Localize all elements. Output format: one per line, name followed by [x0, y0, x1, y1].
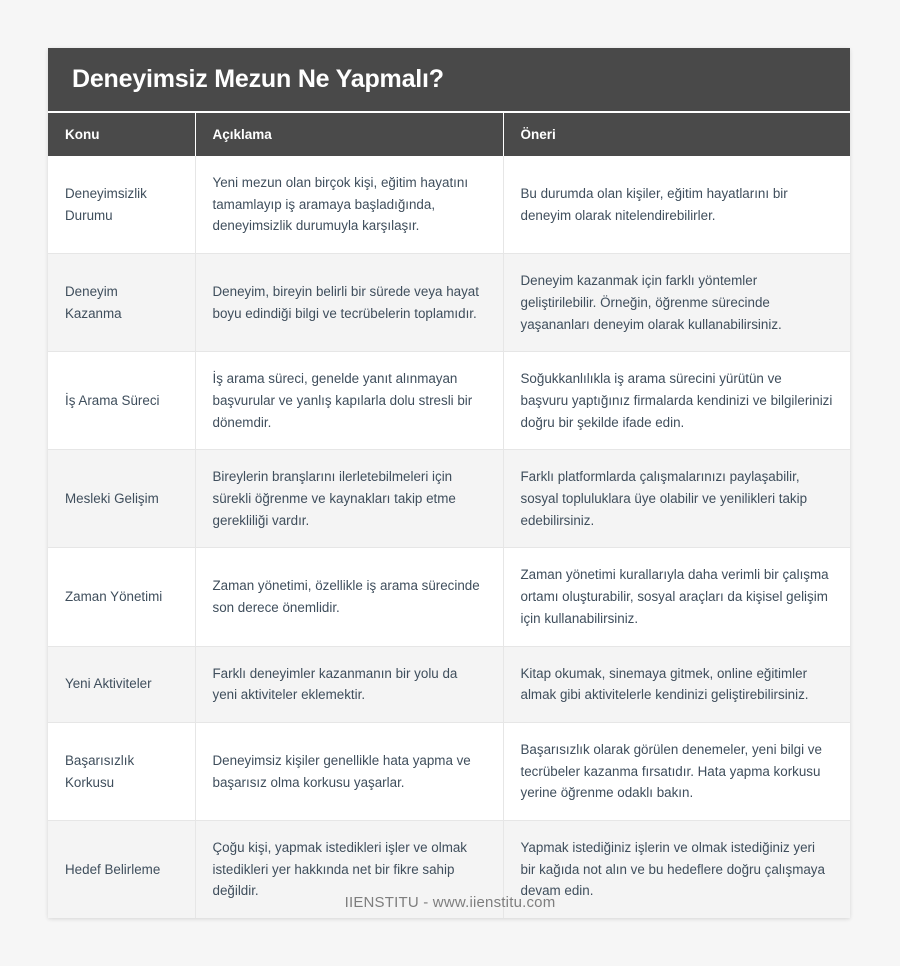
page-title: Deneyimsiz Mezun Ne Yapmalı? — [72, 65, 444, 93]
cell-oneri: Deneyim kazanmak için farklı yöntemler geliştirilebilir. Örneğin, öğrenme sürecinde yaşananları deneyim olarak kullanabilirsiniz. — [503, 254, 850, 352]
cell-oneri: Zaman yönetimi kurallarıyla daha verimli bir çalışma ortamı oluşturabilir, sosyal araçları da kişisel gelişim için kullanabilirsiniz. — [503, 548, 850, 646]
table-row — [48, 156, 850, 254]
cell-aciklama: Zaman yönetimi, özellikle iş arama sürecinde son derece önemlidir. — [195, 548, 503, 646]
table-header — [48, 112, 850, 156]
cell-aciklama: Bireylerin branşlarını ilerletebilmeleri için sürekli öğrenme ve kaynakları takip etme gerekliliği vardır. — [195, 450, 503, 548]
cell-oneri: Kitap okumak, sinemaya gitmek, online eğitimler almak gibi aktivitelerle kendinizi geliştirebilirsiniz. — [503, 646, 850, 722]
column-header-aciklama: Açıklama — [195, 112, 503, 156]
cell-oneri: Bu durumda olan kişiler, eğitim hayatlarını bir deneyim olarak nitelendirebilirler. — [503, 156, 850, 254]
infographic-card — [48, 48, 850, 918]
table-row — [48, 254, 850, 352]
title-bar — [48, 48, 850, 111]
cell-oneri: Başarısızlık olarak görülen denemeler, yeni bilgi ve tecrübeler kazanma fırsatıdır. Hata yapma korkusu yerine öğrenme odaklı bakın. — [503, 722, 850, 820]
cell-oneri: Yapmak istediğiniz işlerin ve olmak istediğiniz yeri bir kağıda not alın ve bu hedeflere doğru çalışmaya devam edin. — [503, 821, 850, 919]
cell-konu: Hedef Belirleme — [48, 821, 195, 919]
cell-aciklama: Yeni mezun olan birçok kişi, eğitim hayatını tamamlayıp iş aramaya başladığında, deneyimsizlik durumuyla karşılaşır. — [195, 156, 503, 254]
table-row — [48, 352, 850, 450]
cell-konu: İş Arama Süreci — [48, 352, 195, 450]
cell-konu: Mesleki Gelişim — [48, 450, 195, 548]
table-body — [48, 156, 850, 918]
table-row — [48, 548, 850, 646]
cell-aciklama: Çoğu kişi, yapmak istedikleri işler ve olmak istedikleri yer hakkında net bir fikre sahip değildir. — [195, 821, 503, 919]
cell-konu: Zaman Yönetimi — [48, 548, 195, 646]
table-row — [48, 450, 850, 548]
table-header-row — [48, 112, 850, 156]
table-row — [48, 722, 850, 820]
cell-aciklama: İş arama süreci, genelde yanıt alınmayan başvurular ve yanlış kapılarla dolu stresli bir dönemdir. — [195, 352, 503, 450]
column-header-oneri: Öneri — [503, 112, 850, 156]
cell-oneri: Farklı platformlarda çalışmalarınızı paylaşabilir, sosyal topluluklara üye olabilir ve yenilikleri takip edebilirsiniz. — [503, 450, 850, 548]
content-table — [48, 111, 850, 918]
cell-aciklama: Deneyim, bireyin belirli bir sürede veya hayat boyu edindiği bilgi ve tecrübelerin toplamıdır. — [195, 254, 503, 352]
cell-aciklama: Deneyimsiz kişiler genellikle hata yapma ve başarısız olma korkusu yaşarlar. — [195, 722, 503, 820]
cell-aciklama: Farklı deneyimler kazanmanın bir yolu da yeni aktiviteler eklemektir. — [195, 646, 503, 722]
cell-konu: Deneyim Kazanma — [48, 254, 195, 352]
footer-attribution: IIENSTITU - www.iienstitu.com — [344, 894, 556, 911]
table-row — [48, 646, 850, 722]
column-header-konu: Konu — [48, 112, 195, 156]
cell-konu: Başarısızlık Korkusu — [48, 722, 195, 820]
cell-konu: Yeni Aktiviteler — [48, 646, 195, 722]
cell-oneri: Soğukkanlılıkla iş arama sürecini yürütün ve başvuru yaptığınız firmalarda kendinizi ve bilgilerinizi doğru bir şekilde ifade edin. — [503, 352, 850, 450]
cell-konu: Deneyimsizlik Durumu — [48, 156, 195, 254]
